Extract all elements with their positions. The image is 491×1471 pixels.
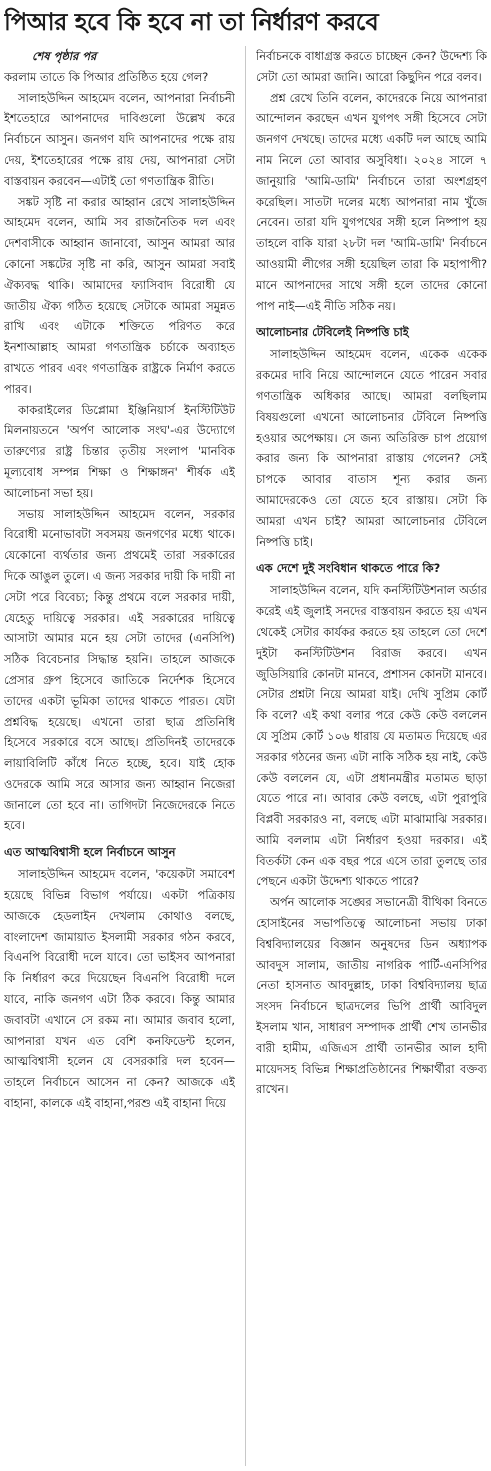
paragraph: করলাম তাতে কি পিআর প্রতিষ্ঠিত হয়ে গেল? <box>4 69 209 84</box>
subheading: এক দেশে দুই সংবিধান থাকতে পারে কি? <box>256 561 441 576</box>
kicker-continued: শেষ পৃষ্ঠার পর <box>32 49 97 63</box>
paragraph: সালাহউদ্দিন আহমেদ বলেন, 'কয়েকটা সমাবেশ হয়েছে বিভিন্ন বিভাগ পর্যায়ে। একটা পত্রিকায় আজকে হেডলাইন দেখলাম কোথাও বলছে, বাংলাদেশ জামায়াত ইসলামী সরকার গঠন করবে, বিএনপি বিরোধী দলে যাবে। তো ভাইসব আপনারা কি নির্ধারণ করে দিয়েছেন বিএনপি বিরোধী দলে যাবে, নাকি জনগণ এটা ঠিক করবে। কিন্তু আমার জবাবটা এখানে সে রকম না। আমার জবাব হলো, আপনারা যখন এত বেশি কনফিডেন্ট হলেন, আত্মবিশ্বাসী হলেন যে বেসরকারি দল হবেন—তাহলে নির্বাচনে আসেন না কেন? আজকে এই বাহানা, কালকে এই বাহানা,পরশু এই বাহানা দিয়ে <box>4 867 235 1111</box>
subheading: এত আত্মবিশ্বাসী হলে নির্বাচনে আসুন <box>4 845 176 860</box>
paragraph: প্রশ্ন রেখে তিনি বলেন, কাদেরকে নিয়ে আপনারা আন্দোলন করছেন এখন যুগপৎ সঙ্গী হিসেবে সেটা জনগণ দেখছে। তাদের মধ্যে একটি দল আছে আমি নাম নিলে তো আবার অসুবিধা। ২০২৪ সালে ৭ জানুয়ারি 'আমি-ডামি' নির্বাচনে তারা অংশগ্রহণ করেছিল। সাতটা দলের মধ্যে আপনারা নাম খুঁজে নেবেন। তারা যদি যুগপথের সঙ্গী হলে নিষ্পাপ হয় তাহলে বাকি যারা ২৮টা দল 'আমি-ডামি' নির্বাচনে আওয়ামী লীগের সঙ্গী হয়েছিল তারা কি মহাপাপী? মানে আপনাদের সাথে সঙ্গী হলে তাদের কোনো পাপ নাই—এই নীতি সঠিক নয়। <box>256 90 487 313</box>
paragraph: সালাহউদ্দিন আহমেদ বলেন, আপনারা নির্বাচনী ইশতেহারে আপনাদের দাবিগুলো উল্লেখ করে নির্বাচনে আসুন। জনগণ যদি আপনাদের পক্ষে রায় দেয়, ইশতেহারের পক্ষে রায় দেয়, আপনারা সেটা বাস্তবায়ন করবেন—এটাই তো গণতান্ত্রিক রীতি। <box>4 90 235 188</box>
headline: পিআর হবে কি হবে না তা নির্ধারণ করবে <box>4 8 379 36</box>
paragraph: সঙ্কট সৃষ্টি না করার আহ্বান রেখে সালাহউদ্দিন আহমেদ বলেন, আমি সব রাজনৈতিক দল এবং দেশবাসীকে আহ্বান জানাবো, আসুন আমরা আর কোনো সঙ্কটের সৃষ্টি না করি, আসুন আমরা সবাই ঐক্যবদ্ধ থাকি। আমাদের ফ্যাসিবাদ বিরোধী যে জাতীয় ঐক্য গঠিত হয়েছে সেটাকে আমরা সমুন্নত রাখি এবং এটাকে শক্তিতে পরিণত করে ইনশাআল্লাহ আমরা গণতান্ত্রিক চর্চাকে অব্যাহত রাখতে পারব এবং গণতান্ত্রিক রাষ্ট্রকে নির্মাণ করতে পারব। <box>4 194 235 396</box>
paragraph: কাকরাইলের ডিপ্লোমা ইঞ্জিনিয়ার্স ইনস্টিটিউট মিলনায়তনে 'অর্পণ আলোক সংঘ'-এর উদ্যোগে তারুণ্যের রাষ্ট্র চিন্তার তৃতীয় সংলাপ 'মানবিক মূল্যবোধ সম্পন্ন শিক্ষা ও শিক্ষাঙ্গন' শীর্ষক এই আলোচনা সভা হয়। <box>4 402 235 500</box>
paragraph: সভায় সালাহউদ্দিন আহমেদ বলেন, সরকার বিরোধী মনোভাবটা সবসময় জনগণের মধ্যে থাকে। যেকোনো ব্যর্থতার জন্য প্রথমেই তারা সরকারের দিকে আঙুল তুলে। এ জন্য সরকার দায়ী কি দায়ী না সেটা পরে বিবেচ্য; কিন্তু প্রথমে বলে সরকার দায়ী, যেহেতু দায়িত্বে সরকার। এই সরকারের দায়িত্বে আসাটা আমার মনে হয় সেটা তাদের (এনসিপি) সঠিক বিবেচনার সিদ্ধান্ত হয়নি। তাহলে আজকে প্রেসার গ্রুপ হিসেবে জাতিকে নির্দেশক হিসেবে তাদের একটা ভূমিকা তাদের থাকতে পারত। যেটা প্রশ্নবিদ্ধ হয়েছে। এখনো তারা ছাত্র প্রতিনিধি হিসেবে সরকারে বসে আছে। প্রতিদিনই তাদেরকে লায়াবিলিটি কাঁধে নিতে হচ্ছে, হবে। যাই হোক ওদেরকে আমি সরে আসার জন্য আহ্বান নিজেরা জানালে তো হবে না। তাগিদটা নিজেদেরকে নিতে হবে। <box>4 506 235 833</box>
right-column <box>256 46 487 1466</box>
column-divider <box>245 46 246 1466</box>
paragraph: নির্বাচনকে বাধাগ্রস্ত করতে চাচ্ছেন কেন? উদ্দেশ্য কি সেটা তো আমরা জানি। আরো কিছুদিন পরে বলব। <box>256 49 487 84</box>
paragraph: সালাহউদ্দিন আহমেদ বলেন, একেক একেক রকমের দাবি নিয়ে আন্দোলনে যেতে পারেন সবার গণতান্ত্রিক অধিকার আছে। আমরা বলছিলাম বিষয়গুলো এখনো আলোচনার টেবিলে নিষ্পত্তি হওয়ার অপেক্ষায়। সে জন্য অতিরিক্ত চাপ প্রয়োগ করার জন্য কি আপনারা রাস্তায় গেলেন? সেই চাপকে আবার বাতাস শূন্য করার জন্য আমাদেরকেও তো যেতে হবে রাস্তায়। সেটা কি আমরা এখন চাই? আমরা আলোচনার টেবিলে নিষ্পত্তি চাই। <box>256 347 487 549</box>
paragraph: অর্পন আলোক সঙ্ঘের সভানেত্রী বীথিকা বিনতে হোসাইনের সভাপতিত্বে আলোচনা সভায় ঢাকা বিশ্ববিদ্যালয়ের বিজ্ঞান অনুষদের ডিন অধ্যাপক আবদুস সালাম, জাতীয় নাগরিক পার্টি-এনসিপির নেতা হাসনাত আবদুল্লাহ, ঢাকা বিশ্ববিদ্যালয় ছাত্র সংসদ নির্বাচনে ছাত্রদলের ভিপি প্রার্থী আবিদুল ইসলাম খান, সাধারণ সম্পাদক প্রার্থী শেখ তানভীর বারী হামীম, এজিএস প্রার্থী তানভীর আল হাদী মায়েদসহ বিভিন্ন শিক্ষাপ্রতিষ্ঠানের শিক্ষার্থীরা বক্তব্য রাখেন। <box>256 895 487 1097</box>
paragraph: সালাহউদ্দিন বলেন, যদি কনস্টিটিউশনাল অর্ডার করেই এই জুলাই সনদের বাস্তবায়ন করতে হয় এখন থেকেই সেটার কার্যকর করতে হয় তাহলে তো দেশে দুইটা কনস্টিটিউশন বিরাজ করবে। এখন জুডিসিয়ারি কোনটা মানবে, প্রশাসন কোনটা মানবে। সেটার প্রশ্নটা নিয়ে আমরা যাই। দেখি সুপ্রিম কোর্ট কি বলে? এই কথা বলার পরে কেউ কেউ বললেন যে সুপ্রিম কোর্ট ১০৬ ধারায় যে মতামত দিয়েছে এর সরকার গঠনের জন্য এটা নাকি সঠিক হয় নাই, কেউ কেউ বললেন যে, এটা প্রধানমন্ত্রীর মতামত ছাড়া যেতে পারে না। আবার কেউ বলছে, এটা পুরাপুরি বিপ্লবী সরকারও না, বলছে এটা মাঝামাঝি সরকার। আমি বললাম এটা নির্ধারণ হওয়া দরকার। এই বিতর্কটা কেন এক বছর পরে এসে তারা তুলছে তার পেছনে একটা উদ্দেশ্য থাকতে পারে? <box>256 583 487 889</box>
subheading: আলোচনার টেবিলেই নিষ্পত্তি চাই <box>256 325 409 340</box>
left-column <box>4 46 235 1466</box>
